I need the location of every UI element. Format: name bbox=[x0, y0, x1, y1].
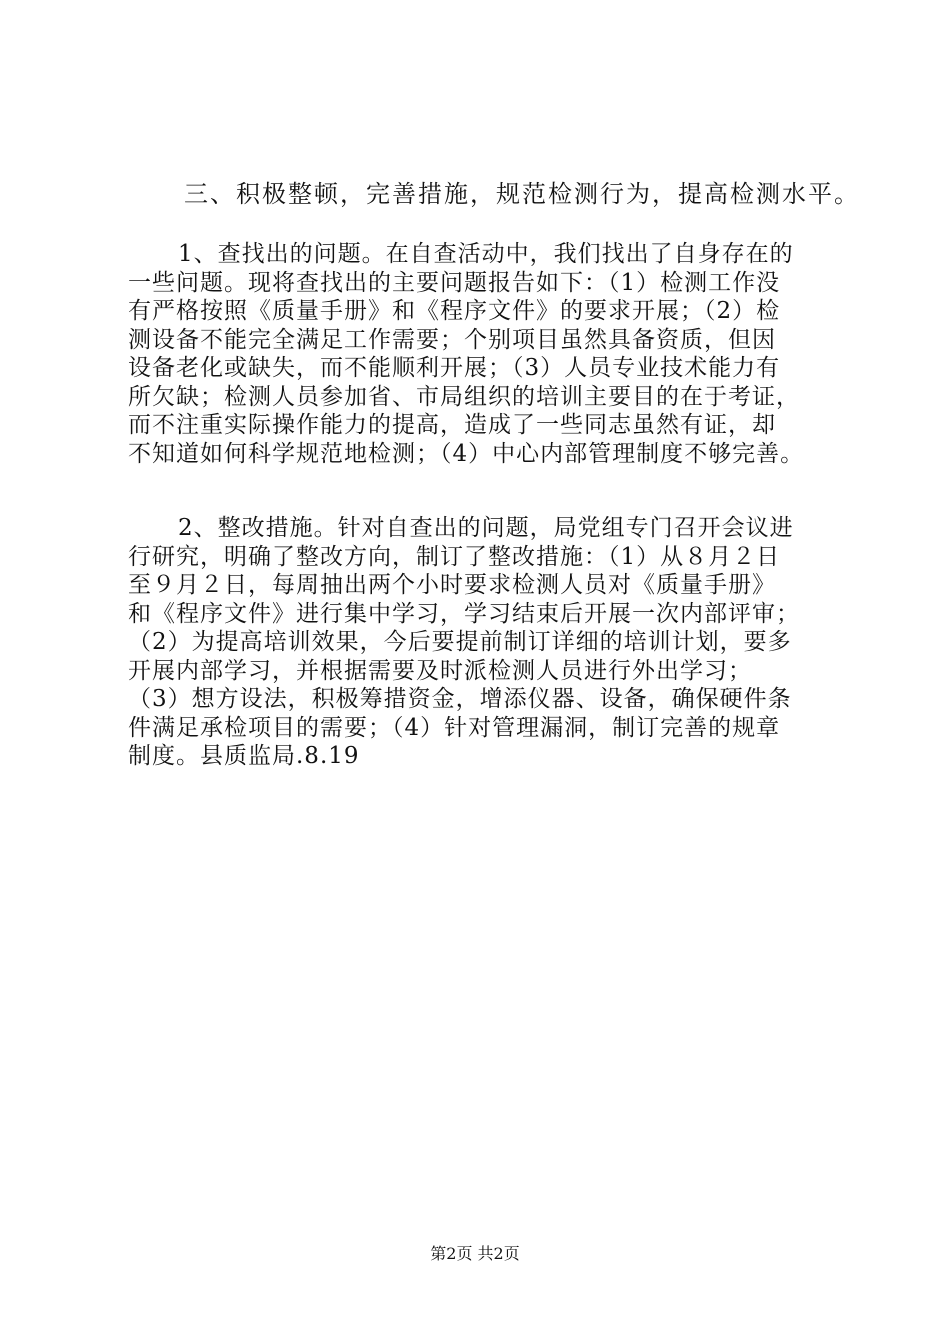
text-line: 而不注重实际操作能力的提高，造成了一些同志虽然有证，却 bbox=[128, 412, 776, 438]
text-line: 设备老化或缺失，而不能顺利开展；（3）人员专业技术能力有 bbox=[128, 355, 781, 381]
text-line: 件满足承检项目的需要；（4）针对管理漏洞，制订完善的规章 bbox=[128, 714, 781, 741]
text-line: 不知道如何科学规范地检测；（4）中心内部管理制度不够完善。 bbox=[128, 440, 805, 467]
text-line: 行研究，明确了整改方向，制订了整改措施：（1）从８月２日 bbox=[128, 543, 781, 570]
text-line: 和《程序文件》进行集中学习，学习结束后开展一次内部评审； bbox=[128, 600, 800, 627]
text-line: 制度。县质监局.8.19 bbox=[128, 743, 360, 769]
text-line: 测设备不能完全满足工作需要；个别项目虽然具备资质，但因 bbox=[128, 326, 776, 353]
text-line: 有严格按照《质量手册》和《程序文件》的要求开展；（2）检 bbox=[128, 298, 781, 324]
text-line: （2）为提高培训效果，今后要提前制订详细的培训计划，要多 bbox=[128, 629, 792, 655]
text-line: 1、查找出的问题。在自查活动中，我们找出了自身存在的 bbox=[178, 241, 794, 267]
text-line: 一些问题。现将查找出的主要问题报告如下：（1）检测工作没 bbox=[128, 269, 781, 296]
paragraph-measures bbox=[128, 514, 848, 771]
text-line: 至９月２日，每周抽出两个小时要求检测人员对《质量手册》 bbox=[128, 572, 776, 598]
paragraph-problems bbox=[128, 240, 848, 468]
text-line: （3）想方设法，积极筹措资金，增添仪器、设备，确保硬件条 bbox=[128, 686, 792, 712]
text-line: 所欠缺；检测人员参加省、市局组织的培训主要目的在于考证， bbox=[128, 383, 800, 410]
section-heading: 三、积极整顿，完善措施，规范检测行为，提高检测水平。 bbox=[184, 180, 860, 208]
text-line: 开展内部学习，并根据需要及时派检测人员进行外出学习； bbox=[128, 657, 752, 684]
page-footer: 第2页 共2页 bbox=[430, 1244, 520, 1263]
text-line: 2、整改措施。针对自查出的问题，局党组专门召开会议进 bbox=[178, 515, 794, 541]
